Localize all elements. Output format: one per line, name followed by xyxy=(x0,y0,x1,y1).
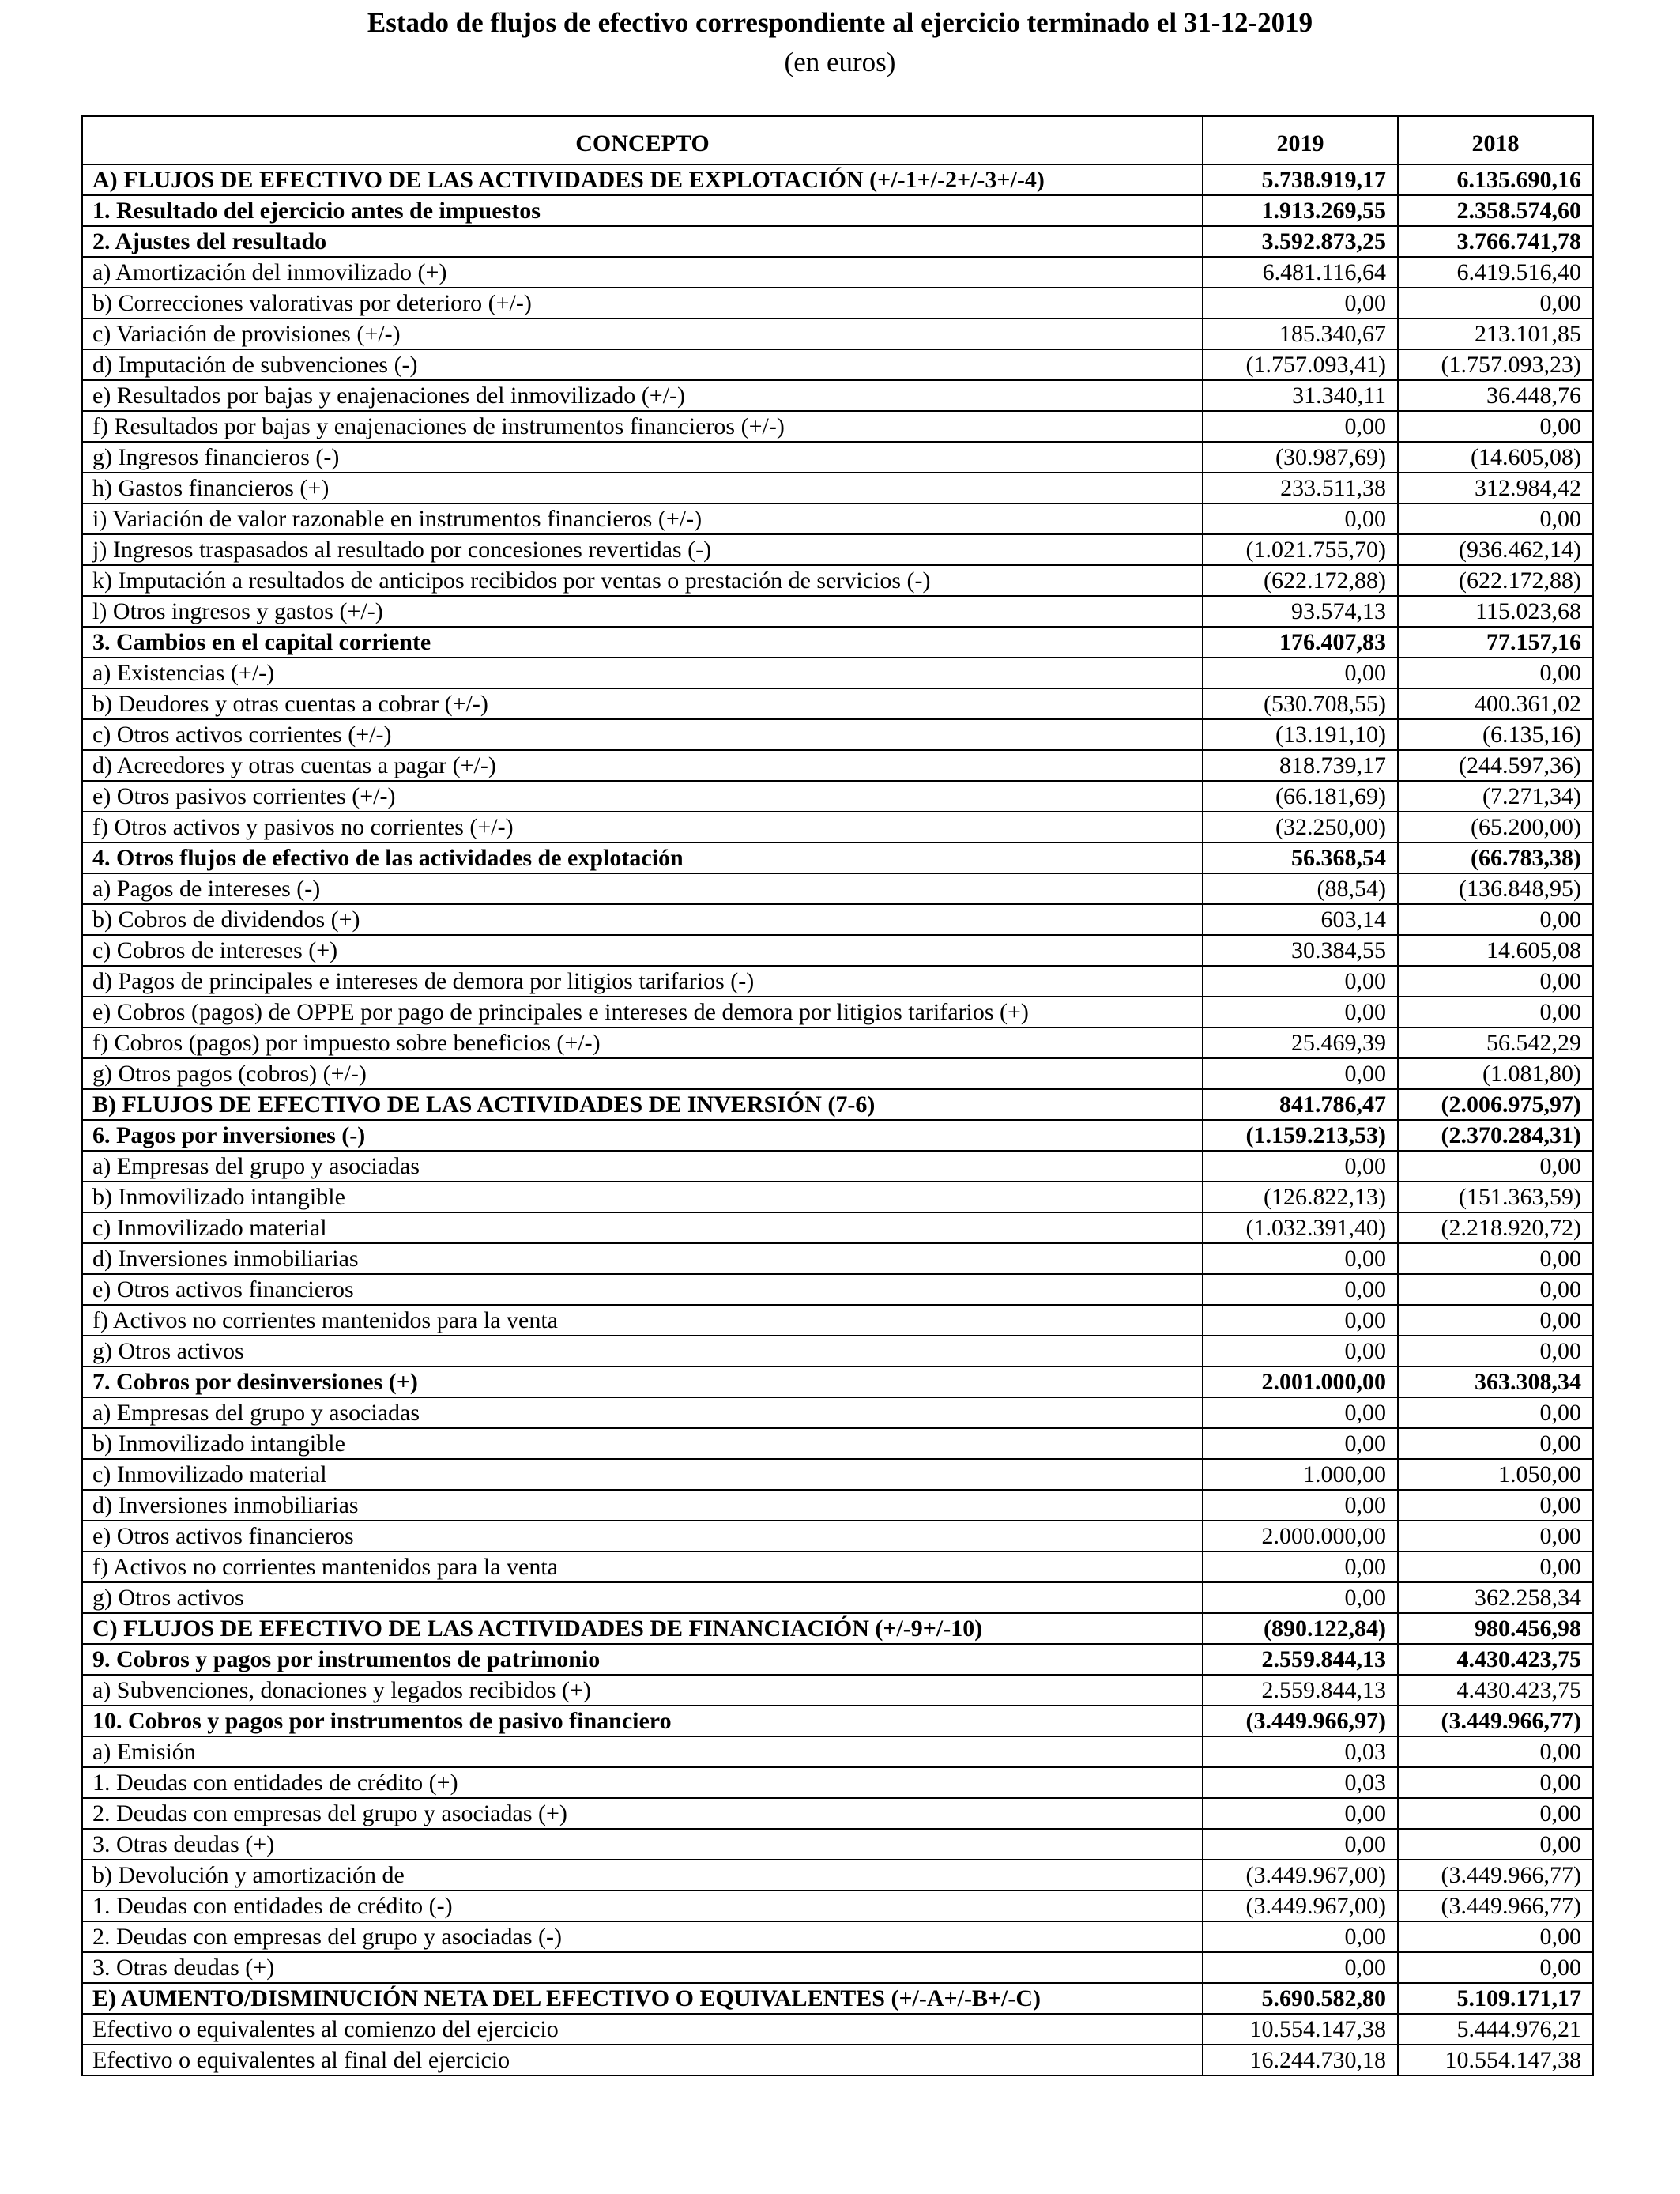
table-row xyxy=(82,1151,1593,1182)
table-row xyxy=(82,997,1593,1027)
table-row xyxy=(82,1736,1593,1767)
table-row xyxy=(82,1798,1593,1829)
row-concept: c) Cobros de intereses (+) xyxy=(82,935,1203,966)
row-value-2019: 16.244.730,18 xyxy=(1203,2045,1398,2075)
row-value-2018: 6.419.516,40 xyxy=(1398,257,1593,288)
table-row xyxy=(82,257,1593,288)
row-concept: e) Resultados por bajas y enajenaciones del inmovilizado (+/-) xyxy=(82,380,1203,411)
table-row xyxy=(82,1336,1593,1367)
document-subtitle: (en euros) xyxy=(784,47,896,77)
row-concept: g) Otros activos xyxy=(82,1582,1203,1613)
row-value-2018: (3.449.966,77) xyxy=(1398,1706,1593,1736)
row-concept: d) Acreedores y otras cuentas a pagar (+/-) xyxy=(82,750,1203,781)
table-row xyxy=(82,966,1593,997)
row-value-2018: 0,00 xyxy=(1398,411,1593,442)
table-row xyxy=(82,195,1593,226)
table-body xyxy=(82,164,1593,2075)
row-value-2019: 0,00 xyxy=(1203,1551,1398,1582)
table-row xyxy=(82,904,1593,935)
row-value-2019: 0,03 xyxy=(1203,1736,1398,1767)
row-concept: B) FLUJOS DE EFECTIVO DE LAS ACTIVIDADES DE INVERSIÓN (7-6) xyxy=(82,1089,1203,1120)
cash-flow-table xyxy=(81,115,1594,2076)
row-value-2019: 0,00 xyxy=(1203,658,1398,688)
row-value-2018: 0,00 xyxy=(1398,503,1593,534)
row-value-2018: 0,00 xyxy=(1398,1829,1593,1860)
row-concept: a) Pagos de intereses (-) xyxy=(82,873,1203,904)
row-concept: c) Variación de provisiones (+/-) xyxy=(82,319,1203,349)
row-concept: f) Activos no corrientes mantenidos para la venta xyxy=(82,1305,1203,1336)
row-value-2018: (3.449.966,77) xyxy=(1398,1860,1593,1891)
row-concept: C) FLUJOS DE EFECTIVO DE LAS ACTIVIDADES DE FINANCIACIÓN (+/-9+/-10) xyxy=(82,1613,1203,1644)
row-value-2018: 0,00 xyxy=(1398,904,1593,935)
row-value-2018: 980.456,98 xyxy=(1398,1613,1593,1644)
row-value-2018: (6.135,16) xyxy=(1398,719,1593,750)
row-concept: 4. Otros flujos de efectivo de las actividades de explotación xyxy=(82,843,1203,873)
table-row xyxy=(82,843,1593,873)
row-value-2019: 185.340,67 xyxy=(1203,319,1398,349)
row-value-2018: 0,00 xyxy=(1398,1736,1593,1767)
row-value-2019: 6.481.116,64 xyxy=(1203,257,1398,288)
table-row xyxy=(82,1644,1593,1675)
row-value-2018: (936.462,14) xyxy=(1398,534,1593,565)
row-concept: f) Activos no corrientes mantenidos para la venta xyxy=(82,1551,1203,1582)
row-value-2019: 1.000,00 xyxy=(1203,1459,1398,1490)
row-value-2019: 3.592.873,25 xyxy=(1203,226,1398,257)
row-concept: g) Otros pagos (cobros) (+/-) xyxy=(82,1058,1203,1089)
row-value-2018: 4.430.423,75 xyxy=(1398,1675,1593,1706)
row-value-2019: (126.822,13) xyxy=(1203,1182,1398,1212)
row-value-2018: 0,00 xyxy=(1398,997,1593,1027)
year-2019-header: 2019 xyxy=(1203,116,1398,164)
row-value-2019: 0,00 xyxy=(1203,1397,1398,1428)
row-value-2019: 0,00 xyxy=(1203,1336,1398,1367)
row-value-2018: 5.444.976,21 xyxy=(1398,2014,1593,2045)
row-value-2018: 0,00 xyxy=(1398,1336,1593,1367)
table-row xyxy=(82,596,1593,627)
row-value-2018: 0,00 xyxy=(1398,1490,1593,1521)
row-concept: a) Existencias (+/-) xyxy=(82,658,1203,688)
row-value-2018: (151.363,59) xyxy=(1398,1182,1593,1212)
row-concept: f) Otros activos y pasivos no corrientes (+/-) xyxy=(82,812,1203,843)
row-value-2019: (3.449.967,00) xyxy=(1203,1891,1398,1921)
row-value-2019: 0,00 xyxy=(1203,411,1398,442)
row-concept: f) Resultados por bajas y enajenaciones de instrumentos financieros (+/-) xyxy=(82,411,1203,442)
row-concept: c) Otros activos corrientes (+/-) xyxy=(82,719,1203,750)
table-row xyxy=(82,627,1593,658)
row-concept: k) Imputación a resultados de anticipos recibidos por ventas o prestación de servicios (-) xyxy=(82,565,1203,596)
row-value-2019: 0,00 xyxy=(1203,997,1398,1027)
row-value-2018: (2.370.284,31) xyxy=(1398,1120,1593,1151)
row-value-2019: (30.987,69) xyxy=(1203,442,1398,473)
row-value-2019: 93.574,13 xyxy=(1203,596,1398,627)
row-concept: a) Empresas del grupo y asociadas xyxy=(82,1151,1203,1182)
row-concept: 1. Deudas con entidades de crédito (+) xyxy=(82,1767,1203,1798)
row-value-2019: 0,00 xyxy=(1203,1952,1398,1983)
row-concept: 10. Cobros y pagos por instrumentos de pasivo financiero xyxy=(82,1706,1203,1736)
row-value-2019: (3.449.967,00) xyxy=(1203,1860,1398,1891)
row-concept: d) Imputación de subvenciones (-) xyxy=(82,349,1203,380)
table-row xyxy=(82,812,1593,843)
table-row xyxy=(82,1058,1593,1089)
row-value-2019: (88,54) xyxy=(1203,873,1398,904)
table-row xyxy=(82,1767,1593,1798)
row-concept: e) Otros activos financieros xyxy=(82,1521,1203,1551)
row-value-2019: 56.368,54 xyxy=(1203,843,1398,873)
row-value-2018: 213.101,85 xyxy=(1398,319,1593,349)
row-concept: b) Inmovilizado intangible xyxy=(82,1182,1203,1212)
row-value-2019: 25.469,39 xyxy=(1203,1027,1398,1058)
row-value-2019: 2.559.844,13 xyxy=(1203,1644,1398,1675)
row-concept: d) Inversiones inmobiliarias xyxy=(82,1243,1203,1274)
row-concept: Efectivo o equivalentes al final del ejercicio xyxy=(82,2045,1203,2075)
row-value-2019: 0,00 xyxy=(1203,1582,1398,1613)
row-concept: l) Otros ingresos y gastos (+/-) xyxy=(82,596,1203,627)
row-value-2018: 3.766.741,78 xyxy=(1398,226,1593,257)
row-value-2019: 0,00 xyxy=(1203,1058,1398,1089)
row-value-2019: 2.000.000,00 xyxy=(1203,1521,1398,1551)
table-row xyxy=(82,1891,1593,1921)
table-row xyxy=(82,1706,1593,1736)
row-value-2019: 0,00 xyxy=(1203,1428,1398,1459)
row-value-2019: 2.559.844,13 xyxy=(1203,1675,1398,1706)
row-concept: 2. Ajustes del resultado xyxy=(82,226,1203,257)
row-value-2018: 77.157,16 xyxy=(1398,627,1593,658)
row-concept: h) Gastos financieros (+) xyxy=(82,473,1203,503)
table-row xyxy=(82,1829,1593,1860)
row-value-2018: (65.200,00) xyxy=(1398,812,1593,843)
row-value-2018: 5.109.171,17 xyxy=(1398,1983,1593,2014)
row-concept: j) Ingresos traspasados al resultado por concesiones revertidas (-) xyxy=(82,534,1203,565)
row-value-2018: 115.023,68 xyxy=(1398,596,1593,627)
row-value-2018: 0,00 xyxy=(1398,1243,1593,1274)
row-value-2018: (2.218.920,72) xyxy=(1398,1212,1593,1243)
row-value-2018: 4.430.423,75 xyxy=(1398,1644,1593,1675)
row-value-2018: 10.554.147,38 xyxy=(1398,2045,1593,2075)
row-value-2018: 0,00 xyxy=(1398,966,1593,997)
row-value-2019: (1.159.213,53) xyxy=(1203,1120,1398,1151)
row-value-2018: 0,00 xyxy=(1398,1274,1593,1305)
table-row xyxy=(82,164,1593,195)
row-value-2019: 1.913.269,55 xyxy=(1203,195,1398,226)
table-row xyxy=(82,1397,1593,1428)
row-value-2018: 400.361,02 xyxy=(1398,688,1593,719)
row-concept: a) Amortización del inmovilizado (+) xyxy=(82,257,1203,288)
row-value-2018: 14.605,08 xyxy=(1398,935,1593,966)
row-value-2019: (1.032.391,40) xyxy=(1203,1212,1398,1243)
row-value-2019: 0,00 xyxy=(1203,288,1398,319)
row-value-2018: (244.597,36) xyxy=(1398,750,1593,781)
row-value-2018: 0,00 xyxy=(1398,1921,1593,1952)
table-row xyxy=(82,1921,1593,1952)
row-value-2018: 1.050,00 xyxy=(1398,1459,1593,1490)
table-row xyxy=(82,1675,1593,1706)
row-concept: b) Correcciones valorativas por deterioro (+/-) xyxy=(82,288,1203,319)
row-value-2019: (1.757.093,41) xyxy=(1203,349,1398,380)
row-value-2019: (622.172,88) xyxy=(1203,565,1398,596)
row-value-2018: (1.081,80) xyxy=(1398,1058,1593,1089)
row-concept: A) FLUJOS DE EFECTIVO DE LAS ACTIVIDADES DE EXPLOTACIÓN (+/-1+/-2+/-3+/-4) xyxy=(82,164,1203,195)
row-concept: 6. Pagos por inversiones (-) xyxy=(82,1120,1203,1151)
row-concept: g) Otros activos xyxy=(82,1336,1203,1367)
row-value-2018: (622.172,88) xyxy=(1398,565,1593,596)
row-value-2019: 0,00 xyxy=(1203,1305,1398,1336)
row-concept: 1. Resultado del ejercicio antes de impuestos xyxy=(82,195,1203,226)
table-row xyxy=(82,534,1593,565)
row-value-2019: 603,14 xyxy=(1203,904,1398,935)
concept-header: CONCEPTO xyxy=(82,116,1203,164)
row-value-2019: 176.407,83 xyxy=(1203,627,1398,658)
row-concept: g) Ingresos financieros (-) xyxy=(82,442,1203,473)
row-value-2018: (7.271,34) xyxy=(1398,781,1593,812)
row-value-2018: (136.848,95) xyxy=(1398,873,1593,904)
row-value-2019: 0,00 xyxy=(1203,1274,1398,1305)
table-row xyxy=(82,1274,1593,1305)
table-row xyxy=(82,411,1593,442)
row-value-2018: 312.984,42 xyxy=(1398,473,1593,503)
table-row xyxy=(82,565,1593,596)
table-row xyxy=(82,1983,1593,2014)
row-concept: b) Devolución y amortización de xyxy=(82,1860,1203,1891)
row-concept: e) Cobros (pagos) de OPPE por pago de principales e intereses de demora por litigios tarifarios (+) xyxy=(82,997,1203,1027)
row-concept: d) Pagos de principales e intereses de demora por litigios tarifarios (-) xyxy=(82,966,1203,997)
table-row xyxy=(82,1182,1593,1212)
row-value-2019: (3.449.966,97) xyxy=(1203,1706,1398,1736)
table-row xyxy=(82,1027,1593,1058)
row-value-2019: 0,00 xyxy=(1203,1151,1398,1182)
row-concept: 9. Cobros y pagos por instrumentos de patrimonio xyxy=(82,1644,1203,1675)
table-row xyxy=(82,1860,1593,1891)
table-row xyxy=(82,1089,1593,1120)
row-value-2019: 0,00 xyxy=(1203,1921,1398,1952)
row-value-2018: 0,00 xyxy=(1398,1798,1593,1829)
row-concept: e) Otros pasivos corrientes (+/-) xyxy=(82,781,1203,812)
row-value-2019: 30.384,55 xyxy=(1203,935,1398,966)
row-value-2019: 841.786,47 xyxy=(1203,1089,1398,1120)
row-value-2018: (14.605,08) xyxy=(1398,442,1593,473)
table-row xyxy=(82,1613,1593,1644)
row-value-2019: 0,00 xyxy=(1203,1798,1398,1829)
row-value-2018: 0,00 xyxy=(1398,1428,1593,1459)
row-concept: Efectivo o equivalentes al comienzo del ejercicio xyxy=(82,2014,1203,2045)
table-row xyxy=(82,1243,1593,1274)
table-row xyxy=(82,1428,1593,1459)
row-concept: b) Cobros de dividendos (+) xyxy=(82,904,1203,935)
row-value-2018: 362.258,34 xyxy=(1398,1582,1593,1613)
row-concept: 1. Deudas con entidades de crédito (-) xyxy=(82,1891,1203,1921)
table-row xyxy=(82,658,1593,688)
row-value-2018: 0,00 xyxy=(1398,1952,1593,1983)
row-value-2019: 5.690.582,80 xyxy=(1203,1983,1398,2014)
row-concept: a) Subvenciones, donaciones y legados recibidos (+) xyxy=(82,1675,1203,1706)
row-value-2018: (3.449.966,77) xyxy=(1398,1891,1593,1921)
row-value-2019: (1.021.755,70) xyxy=(1203,534,1398,565)
row-value-2019: 0,00 xyxy=(1203,1490,1398,1521)
row-value-2018: 0,00 xyxy=(1398,658,1593,688)
table-row xyxy=(82,750,1593,781)
row-value-2019: (66.181,69) xyxy=(1203,781,1398,812)
document-title: Estado de flujos de efectivo correspondiente al ejercicio terminado el 31-12-2019 xyxy=(367,7,1313,38)
table-row xyxy=(82,719,1593,750)
row-value-2018: 0,00 xyxy=(1398,1767,1593,1798)
table-row xyxy=(82,1490,1593,1521)
table-row xyxy=(82,1120,1593,1151)
table-header-row xyxy=(82,116,1593,164)
row-concept: a) Empresas del grupo y asociadas xyxy=(82,1397,1203,1428)
row-concept: c) Inmovilizado material xyxy=(82,1212,1203,1243)
row-concept: a) Emisión xyxy=(82,1736,1203,1767)
row-concept: 3. Otras deudas (+) xyxy=(82,1829,1203,1860)
row-value-2019: (890.122,84) xyxy=(1203,1613,1398,1644)
row-value-2019: (13.191,10) xyxy=(1203,719,1398,750)
row-value-2018: 6.135.690,16 xyxy=(1398,164,1593,195)
table-row xyxy=(82,781,1593,812)
table-row xyxy=(82,288,1593,319)
table-row xyxy=(82,380,1593,411)
row-concept: 2. Deudas con empresas del grupo y asociadas (+) xyxy=(82,1798,1203,1829)
row-value-2019: (32.250,00) xyxy=(1203,812,1398,843)
table-row xyxy=(82,1212,1593,1243)
row-concept: b) Inmovilizado intangible xyxy=(82,1428,1203,1459)
table-row xyxy=(82,1582,1593,1613)
row-concept: b) Deudores y otras cuentas a cobrar (+/-) xyxy=(82,688,1203,719)
row-value-2018: 0,00 xyxy=(1398,1521,1593,1551)
row-value-2019: 818.739,17 xyxy=(1203,750,1398,781)
table-row xyxy=(82,349,1593,380)
row-value-2019: (530.708,55) xyxy=(1203,688,1398,719)
row-concept: e) Otros activos financieros xyxy=(82,1274,1203,1305)
table-row xyxy=(82,473,1593,503)
row-concept: 7. Cobros por desinversiones (+) xyxy=(82,1367,1203,1397)
row-value-2019: 0,00 xyxy=(1203,503,1398,534)
row-value-2019: 0,00 xyxy=(1203,1829,1398,1860)
row-concept: f) Cobros (pagos) por impuesto sobre beneficios (+/-) xyxy=(82,1027,1203,1058)
row-value-2018: 0,00 xyxy=(1398,1551,1593,1582)
row-concept: d) Inversiones inmobiliarias xyxy=(82,1490,1203,1521)
table-row xyxy=(82,1551,1593,1582)
table-row xyxy=(82,2014,1593,2045)
table-row xyxy=(82,873,1593,904)
row-value-2018: 0,00 xyxy=(1398,1397,1593,1428)
row-value-2019: 2.001.000,00 xyxy=(1203,1367,1398,1397)
row-value-2018: 36.448,76 xyxy=(1398,380,1593,411)
row-concept: 3. Otras deudas (+) xyxy=(82,1952,1203,1983)
table-row xyxy=(82,1305,1593,1336)
row-concept: i) Variación de valor razonable en instrumentos financieros (+/-) xyxy=(82,503,1203,534)
row-concept: 3. Cambios en el capital corriente xyxy=(82,627,1203,658)
table-row xyxy=(82,442,1593,473)
table-row xyxy=(82,1459,1593,1490)
row-value-2019: 5.738.919,17 xyxy=(1203,164,1398,195)
row-value-2018: 0,00 xyxy=(1398,288,1593,319)
row-value-2019: 10.554.147,38 xyxy=(1203,2014,1398,2045)
row-value-2018: (66.783,38) xyxy=(1398,843,1593,873)
table-row xyxy=(82,1521,1593,1551)
row-value-2018: 56.542,29 xyxy=(1398,1027,1593,1058)
row-value-2019: 0,00 xyxy=(1203,966,1398,997)
table-row xyxy=(82,319,1593,349)
year-2018-header: 2018 xyxy=(1398,116,1593,164)
table-row xyxy=(82,688,1593,719)
row-value-2018: 0,00 xyxy=(1398,1151,1593,1182)
row-value-2019: 31.340,11 xyxy=(1203,380,1398,411)
table-row xyxy=(82,226,1593,257)
table-row xyxy=(82,1367,1593,1397)
row-value-2018: (2.006.975,97) xyxy=(1398,1089,1593,1120)
row-value-2019: 233.511,38 xyxy=(1203,473,1398,503)
row-value-2019: 0,03 xyxy=(1203,1767,1398,1798)
table-row xyxy=(82,1952,1593,1983)
row-value-2018: (1.757.093,23) xyxy=(1398,349,1593,380)
row-value-2018: 0,00 xyxy=(1398,1305,1593,1336)
row-value-2018: 2.358.574,60 xyxy=(1398,195,1593,226)
row-concept: 2. Deudas con empresas del grupo y asociadas (-) xyxy=(82,1921,1203,1952)
row-concept: c) Inmovilizado material xyxy=(82,1459,1203,1490)
table-row xyxy=(82,935,1593,966)
table-row xyxy=(82,2045,1593,2075)
row-value-2018: 363.308,34 xyxy=(1398,1367,1593,1397)
row-concept: E) AUMENTO/DISMINUCIÓN NETA DEL EFECTIVO O EQUIVALENTES (+/-A+/-B+/-C) xyxy=(82,1983,1203,2014)
table-row xyxy=(82,503,1593,534)
row-value-2019: 0,00 xyxy=(1203,1243,1398,1274)
